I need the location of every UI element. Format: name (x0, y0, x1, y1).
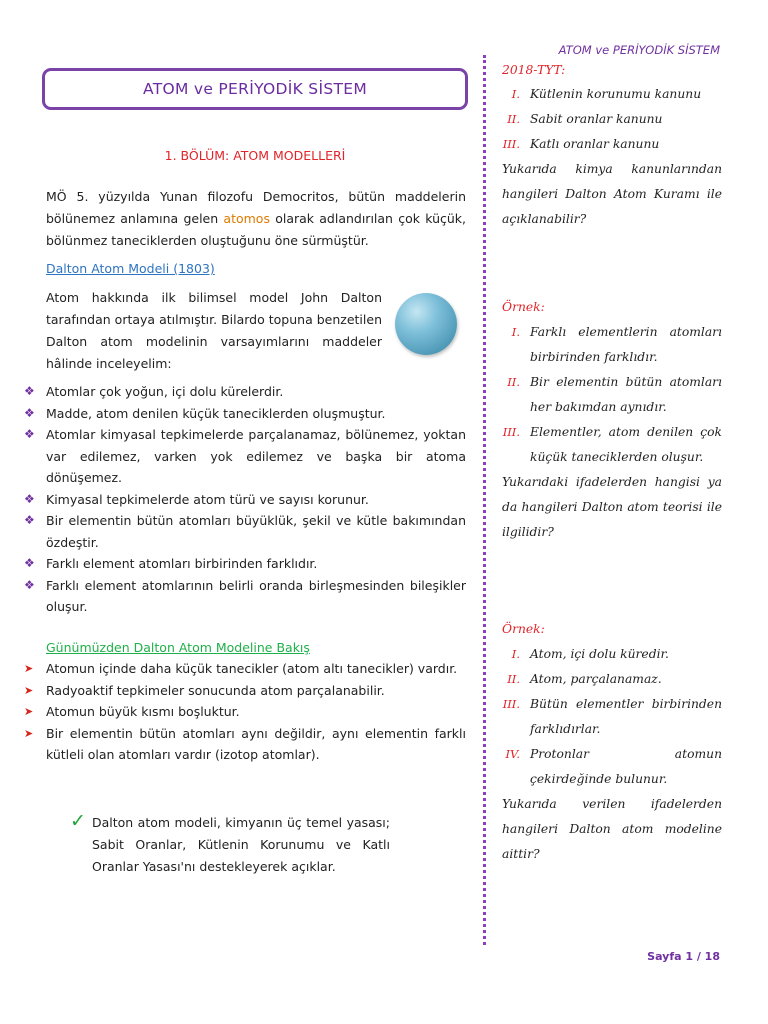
diamond-bullet-icon: ❖ (24, 556, 35, 570)
running-header: ATOM ve PERİYODİK SİSTEM (558, 43, 720, 57)
item-number: I. (511, 87, 520, 101)
dalton-points-list (22, 381, 466, 618)
list-item (22, 403, 466, 425)
numbered-item (502, 692, 722, 742)
list-item (22, 701, 466, 723)
diamond-bullet-icon: ❖ (24, 384, 35, 398)
tyt-question-block (502, 58, 722, 232)
summary-note: Dalton atom modeli, kimyanın üç temel yasası; Sabit Oranlar, Kütlenin Korunumu ve Katlı Oranlar Yasası'nı destekleyerek açıklar. (92, 815, 390, 874)
item-number: II. (507, 375, 520, 389)
example2-question: Yukarıda verilen ifadelerden hangileri Dalton atom modeline aittir? (502, 797, 722, 861)
numbered-item (502, 642, 722, 667)
item-text: Bir elementin bütün atomları her bakımdan aynıdır. (530, 375, 722, 414)
item-number: III. (502, 137, 520, 151)
list-item-text: Bir elementin bütün atomları aynı değildir, aynı elementin farklı kütleli olan atomları vardır (izotop atomlar). (46, 725, 466, 762)
numbered-item (502, 420, 722, 470)
item-text: Kütlenin korunumu kanunu (530, 87, 702, 101)
list-item-text: Bir elementin bütün atomları büyüklük, şekil ve kütle bakımından özdeştir. (46, 513, 466, 550)
diamond-bullet-icon: ❖ (24, 405, 35, 420)
numbered-item (502, 742, 722, 792)
example1-label: Örnek: (502, 300, 545, 314)
item-number: IV. (505, 747, 520, 761)
billiard-ball-image (395, 293, 457, 355)
arrow-bullet-icon: ➤ (24, 705, 34, 718)
numbered-item (502, 320, 722, 370)
dalton-model-heading: Dalton Atom Modeli (1803) (46, 261, 215, 276)
diamond-bullet-icon: ❖ (24, 427, 35, 441)
tyt-question: Yukarıda kimya kanunlarından hangileri Dalton Atom Kuramı ile açıklanabilir? (502, 162, 722, 226)
list-item-text: Kimyasal tepkimelerde atom türü ve sayısı korunur. (46, 491, 369, 507)
arrow-bullet-icon: ➤ (24, 662, 34, 675)
numbered-item (502, 667, 722, 692)
item-number: I. (511, 325, 520, 339)
column-divider (483, 55, 486, 945)
diamond-bullet-icon: ❖ (24, 491, 35, 506)
item-text: Sabit oranlar kanunu (530, 112, 663, 126)
item-text: Farklı elementlerin atomları birbirinden farklıdır. (530, 325, 722, 364)
numbered-item (502, 370, 722, 420)
item-text: Protonlar atomun çekirdeğinde bulunur. (530, 747, 722, 786)
page-number: Sayfa 1 / 18 (647, 950, 720, 963)
list-item-text: Atomlar kimyasal tepkimelerde parçalanamaz, bölünemez, yoktan var edilemez, varken yok edilemez ve başka bir atoma dönüşemez. (46, 427, 466, 485)
item-number: I. (511, 647, 520, 661)
list-item (22, 575, 466, 618)
intro-paragraph (46, 186, 466, 252)
dalton-paragraph: Atom hakkında ilk bilimsel model John Dalton tarafından ortaya atılmıştır. Bilardo topuna benzetilen Dalton atom modelinin varsayımlarını maddeler hâlinde inceleyelim: (46, 290, 382, 371)
list-item-text: Atomun içinde daha küçük tanecikler (atom altı tanecikler) vardır. (46, 661, 458, 676)
item-number: III. (502, 697, 520, 711)
list-item-text: Atomun büyük kısmı boşluktur. (46, 704, 240, 719)
list-item-text: Radyoaktif tepkimeler sonucunda atom parçalanabilir. (46, 682, 385, 698)
item-text: Atom, parçalanamaz. (530, 672, 662, 686)
item-text: Atom, içi dolu küredir. (530, 647, 669, 661)
list-item-text: Farklı element atomları birbirinden farklıdır. (46, 556, 318, 571)
list-item (22, 510, 466, 553)
tyt-label: 2018-TYT: (502, 63, 566, 77)
item-text: Katlı oranlar kanunu (530, 137, 660, 151)
example2-label: Örnek: (502, 622, 545, 636)
intro-text-after: olarak adlandırılan çok küçük, bölünmez taneciklerden oluştuğunu öne sürmüştür. (46, 211, 466, 248)
title-box (42, 68, 468, 110)
checkmark-icon: ✓ (70, 810, 86, 832)
arrow-bullet-icon: ➤ (24, 683, 34, 697)
numbered-item (502, 82, 722, 107)
list-item (22, 553, 466, 575)
modern-points-list (22, 658, 466, 766)
section-title: 1. BÖLÜM: ATOM MODELLERİ (164, 148, 346, 163)
list-item (22, 381, 466, 403)
arrow-bullet-icon: ➤ (24, 726, 34, 740)
diamond-bullet-icon: ❖ (24, 513, 35, 527)
list-item (22, 489, 466, 511)
list-item (22, 424, 466, 489)
item-number: II. (507, 672, 520, 686)
item-number: III. (502, 425, 520, 439)
list-item-text: Farklı element atomlarının belirli oranda birleşmesinden bileşikler oluşur. (46, 577, 466, 614)
numbered-item (502, 107, 722, 132)
atomos-highlight: atomos (223, 211, 270, 226)
page-title: ATOM ve PERİYODİK SİSTEM (143, 80, 367, 98)
item-text: Bütün elementler birbirinden farklıdırlar. (530, 697, 722, 736)
diamond-bullet-icon: ❖ (24, 577, 35, 592)
list-item (22, 680, 466, 702)
modern-view-heading: Günümüzden Dalton Atom Modeline Bakış (46, 640, 310, 655)
list-item (22, 723, 466, 766)
example2-block (502, 617, 722, 867)
numbered-item (502, 132, 722, 157)
list-item-text: Madde, atom denilen küçük taneciklerden oluşmuştur. (46, 405, 386, 421)
item-text: Elementler, atom denilen çok küçük taneciklerden oluşur. (530, 425, 722, 464)
intro-text-before: MÖ 5. yüzyılda Yunan filozofu Democritos, bütün maddelerin bölünemez anlamına gelen (46, 189, 466, 226)
example1-block (502, 295, 722, 545)
item-number: II. (507, 112, 520, 126)
example1-question: Yukarıdaki ifadelerden hangisi ya da hangileri Dalton atom teorisi ile ilgilidir? (502, 475, 722, 539)
list-item (22, 658, 466, 680)
list-item-text: Atomlar çok yoğun, içi dolu kürelerdir. (46, 384, 284, 399)
